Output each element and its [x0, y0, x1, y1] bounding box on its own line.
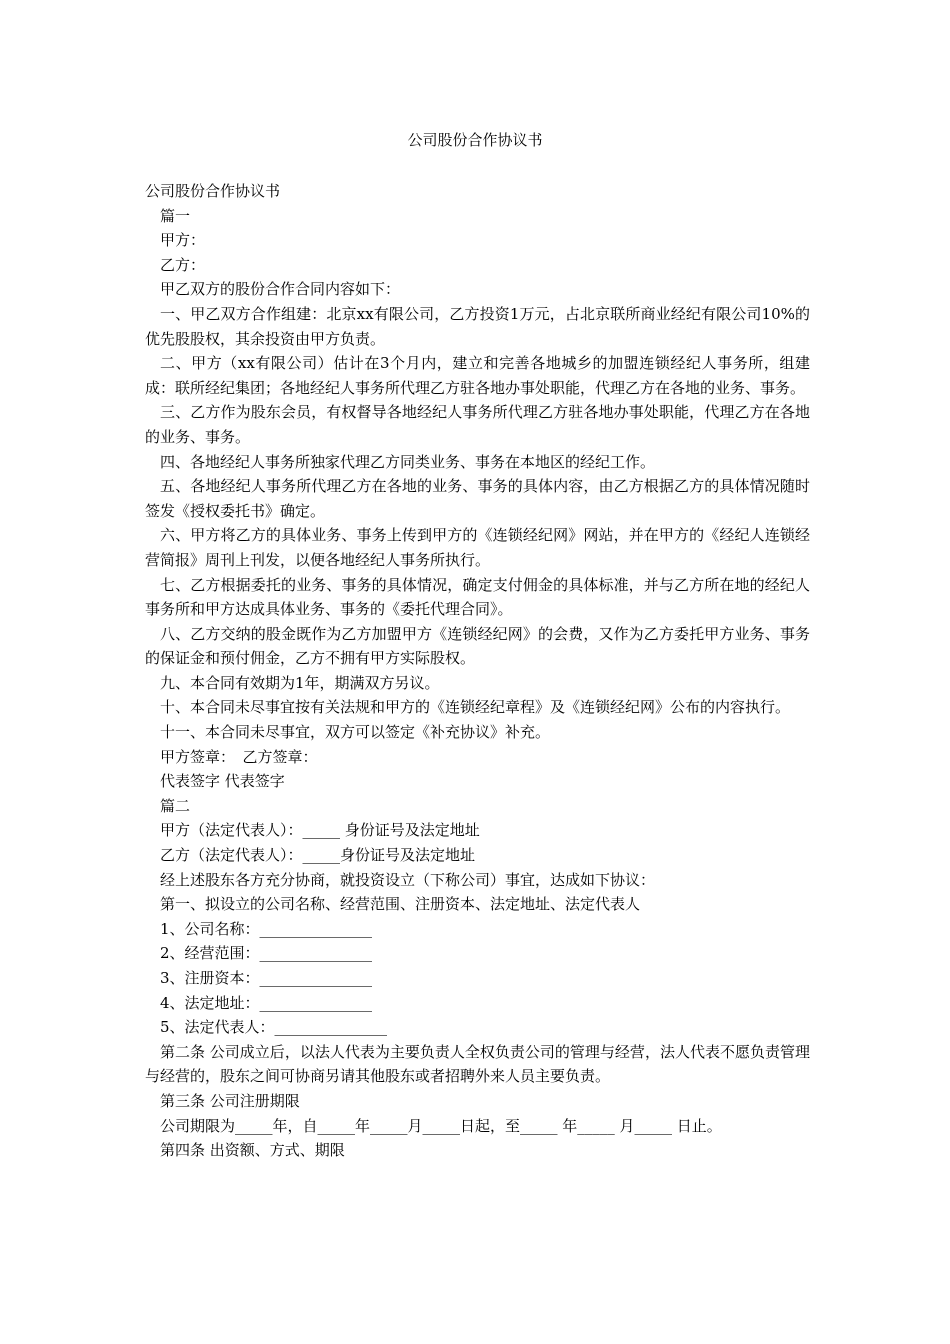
- part2-party-a: 甲方（法定代表人）：_____ 身份证号及法定地址: [160, 821, 480, 840]
- business-scope-item: 2、经营范围：_______________: [160, 944, 373, 963]
- clause-10: 十、本合同未尽事宜按有关法规和甲方的《连锁经纪章程》及《连锁经纪网》公布的内容执行。: [160, 698, 791, 717]
- part1-heading: 篇一: [160, 206, 191, 225]
- document-title: 公司股份合作协议书: [407, 131, 543, 149]
- part2-intro: 经上述股东各方充分协商，就投资设立（下称公司）事宜，达成如下协议：: [160, 870, 656, 889]
- clause-1: 一、甲乙双方合作组建：北京xx有限公司，乙方投资1万元，占北京联所商业经纪有限公司10%的优先股股权，其余投资由甲方负责。: [145, 304, 810, 348]
- clause-2: 二、甲方（xx有限公司）估计在3个月内，建立和完善各地城乡的加盟连锁经纪人事务所，组建成：联所经纪集团；各地经纪人事务所代理乙方驻各地办事处职能，代理乙方在各地的业务、事务。: [145, 354, 810, 397]
- subtitle: 公司股份合作协议书: [145, 182, 281, 200]
- part2-heading: 篇二: [160, 796, 191, 815]
- clause-7: 七、乙方根据委托的业务、事务的具体情况，确定支付佣金的具体标准，并与乙方所在地的经纪人事务所和甲方达成具体业务、事务的《委托代理合同》。: [145, 575, 810, 619]
- article-2: 第二条 公司成立后，以法人代表为主要负责人全权负责公司的管理与经营，法人代表不愿负责管理与经营的，股东之间可协商另请其他股东或者招聘外来人员主要负责。: [145, 1042, 810, 1086]
- article-4-title: 第四条 出资额、方式、期限: [160, 1141, 345, 1160]
- legal-representative-item: 5、法定代表人：_______________: [160, 1018, 388, 1037]
- party-a-label: 甲方：: [160, 231, 206, 250]
- representative-line: 代表签字 代表签字: [160, 772, 285, 791]
- clause-9: 九、本合同有效期为1年，期满双方另议。: [160, 673, 440, 692]
- company-name-item: 1、公司名称：_______________: [160, 919, 373, 938]
- clause-11: 十一、本合同未尽事宜，双方可以签定《补充协议》补充。: [160, 723, 551, 742]
- clause-3: 三、乙方作为股东会员，有权督导各地经纪人事务所代理乙方驻各地办事处职能，代理乙方在各地的业务、事务。: [145, 403, 810, 446]
- signature-line: 甲方签章： 乙方签章：: [160, 747, 318, 766]
- registered-capital-item: 3、注册资本：_______________: [160, 969, 373, 987]
- document-body: [145, 179, 810, 1163]
- legal-address-item: 4、法定地址：_______________: [160, 993, 373, 1012]
- part2-party-b: 乙方（法定代表人）：_____身份证号及法定地址: [160, 846, 476, 865]
- clause-8: 八、乙方交纳的股金既作为乙方加盟甲方《连锁经纪网》的会费，又作为乙方委托甲方业务、事务的保证金和预付佣金，乙方不拥有甲方实际股权。: [145, 624, 810, 668]
- article-1: 第一、拟设立的公司名称、经营范围、注册资本、法定地址、法定代表人: [160, 895, 641, 914]
- article-3-body: 公司期限为_____年，自_____年_____月_____日起，至_____ 年_____ 月_____ 日止。: [160, 1116, 722, 1135]
- clause-6: 六、甲方将乙方的具体业务、事务上传到甲方的《连锁经纪网》网站，并在甲方的《经纪人连锁经营简报》周刊上刊发，以便各地经纪人事务所执行。: [145, 526, 810, 569]
- article-3-title: 第三条 公司注册期限: [160, 1091, 300, 1110]
- clause-5: 五、各地经纪人事务所代理乙方在各地的业务、事务的具体内容，由乙方根据乙方的具体情况随时签发《授权委托书》确定。: [145, 477, 810, 520]
- party-b-label: 乙方：: [160, 255, 206, 274]
- contract-intro: 甲乙双方的股份合作合同内容如下：: [160, 280, 401, 299]
- clause-4: 四、各地经纪人事务所独家代理乙方同类业务、事务在本地区的经纪工作。: [160, 452, 656, 471]
